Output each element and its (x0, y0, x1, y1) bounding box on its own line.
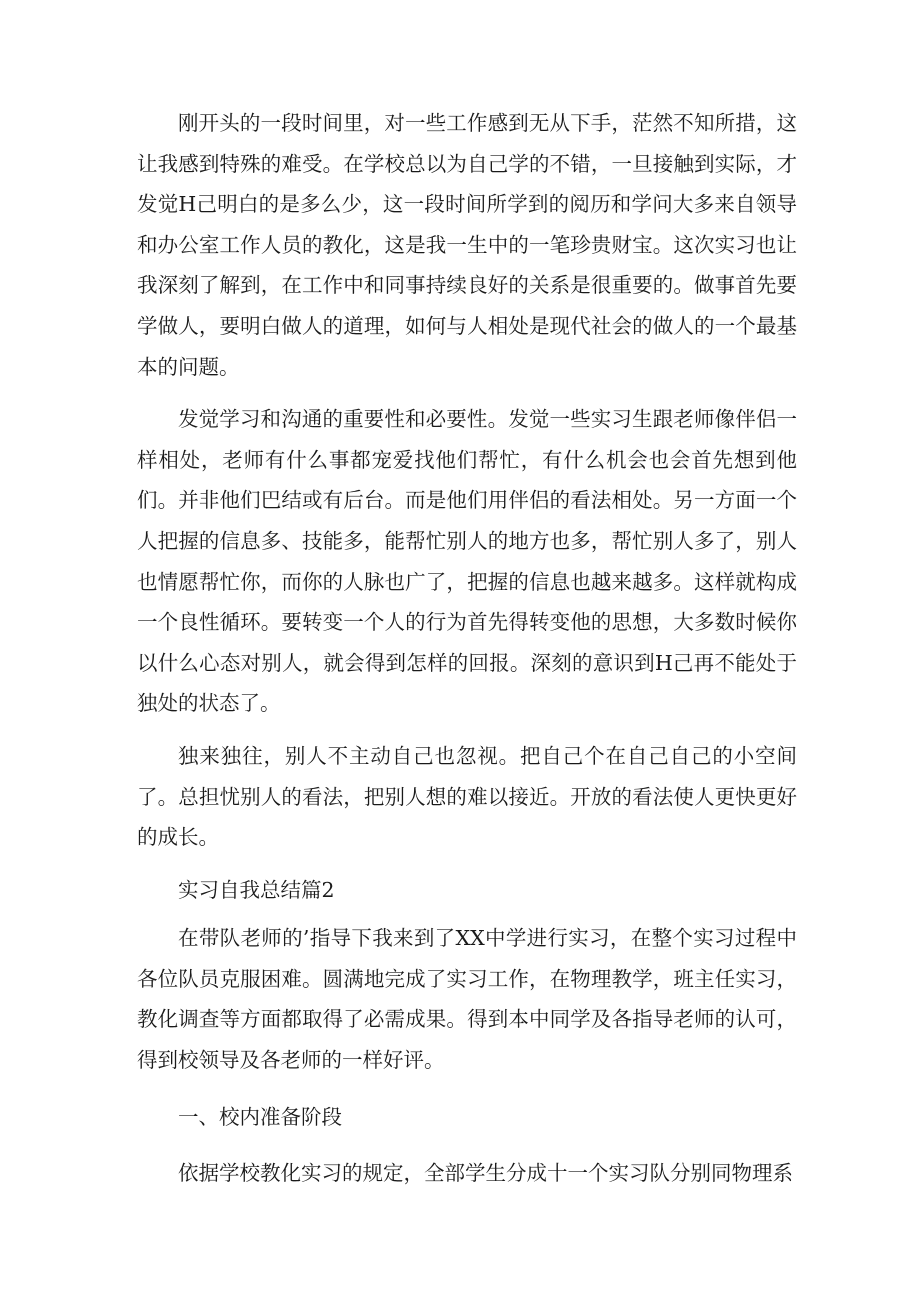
paragraph-preparation-rules: 依据学校教化实习的规定，全部学生分成十一个实习队分别同物理系 (178, 1161, 793, 1186)
section-heading-summary-2: 实习自我总结篇2 (178, 877, 335, 902)
document-body (137, 103, 797, 1194)
paragraph-reflection-start: 刚开头的一段时间里，对一些工作感到无从下手，茫然不知所措，这让我感到特殊的难受。在学校总以为自己学的不错，一旦接触到实际，才发觉H己明白的是多么少，这一段时间所学到的阅历和学问大多来自领导和办公室工作人员的教化，这是我一生中的一笔珍贵财宝。这次实习也让我深刻了解到，在工作中和同事持续良好的关系是很重要的。做事首先要学做人，要明白做人的道理，如何与人相处是现代社会的做人的一个最基本的问题。 (137, 111, 797, 379)
paragraph-internship-overview: 在带队老师的’指导下我来到了XX中学进行实习，在整个实习过程中各位队员克服困难。圆满地完成了实习工作，在物理教学，班主任实习，教化调查等方面都取得了必需成果。得到本中同学及各指导老师的认可，得到校领导及各老师的一样好评。 (137, 926, 797, 1073)
paragraph-communication: 发觉学习和沟通的重要性和必要性。发觉一些实习生跟老师像伴侣一样相处，老师有什么事都宠爱找他们帮忙，有什么机会也会首先想到他们。并非他们巴结或有后台。而是他们用伴侣的看法相处。另一方面一个人把握的信息多、技能多，能帮忙别人的地方也多，帮忙别人多了，别人也情愿帮忙你，而你的人脉也广了，把握的信息也越来越多。这样就构成一个良性循环。要转变一个人的行为首先得转变他的思想，大多数时候你以什么心态对别人，就会得到怎样的回报。深刻的意识到H己再不能处于独处的状态了。 (137, 407, 797, 716)
paragraph-openness: 独来独往，别人不主动自己也忽视。把自己个在自己自己的小空间了。总担忧别人的看法，把别人想的难以接近。开放的看法使人更快更好的成长。 (137, 743, 797, 850)
section-heading-preparation: 一、校内准备阶段 (178, 1104, 342, 1129)
